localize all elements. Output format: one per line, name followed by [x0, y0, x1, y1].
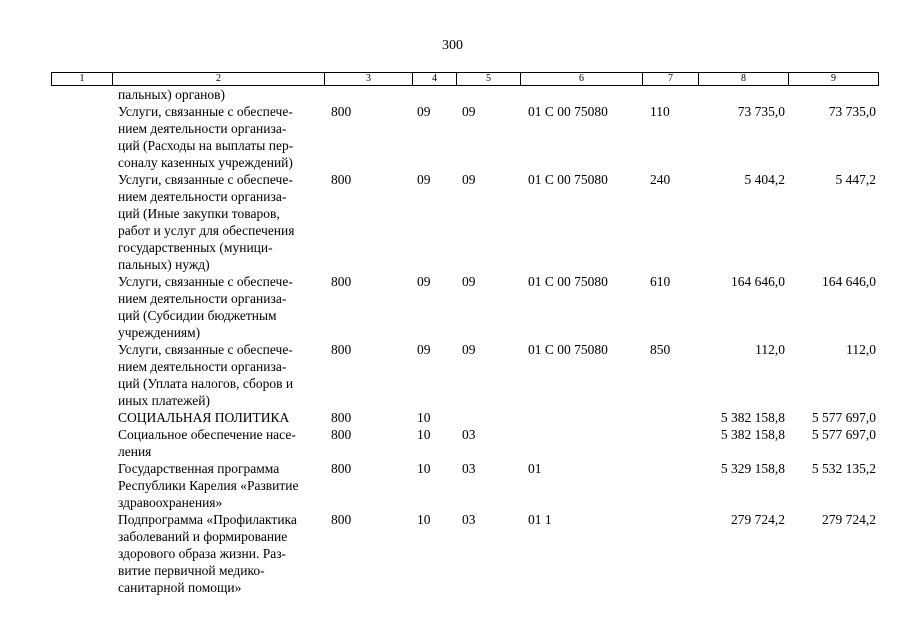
expense-type-code: 240 [650, 172, 671, 187]
header-cell: 9 [789, 73, 879, 86]
section-code: 10 [417, 427, 431, 442]
row-name-line: здорового образа жизни. Раз- [118, 546, 287, 561]
row-name-line: ций (Иные закупки товаров, [118, 206, 280, 221]
ministry-code: 800 [331, 427, 352, 442]
table-row [0, 426, 905, 460]
row-name-line: работ и услуг для обеспечения [118, 223, 295, 238]
header-cell: 1 [52, 73, 113, 86]
amount-year-1: 5 382 158,8 [720, 410, 785, 425]
section-code: 10 [417, 410, 431, 425]
table-row [0, 103, 905, 171]
row-name-line: Услуги, связанные с обеспече- [118, 342, 293, 357]
row-name [118, 341, 323, 409]
header-cell: 4 [413, 73, 457, 86]
subsection-code: 09 [462, 274, 476, 289]
row-name-line: заболеваний и формирование [118, 529, 288, 544]
section-code: 09 [417, 104, 431, 119]
row-name-line: соналу казенных учреждений) [118, 155, 293, 170]
ministry-code: 800 [331, 342, 352, 357]
amount-year-2: 5 447,2 [835, 172, 876, 187]
table-row [0, 86, 905, 103]
table-row [0, 171, 905, 273]
row-name-line: Услуги, связанные с обеспече- [118, 104, 293, 119]
row-name-line: государственных (муници- [118, 240, 273, 255]
row-name-line: витие первичной медико- [118, 563, 265, 578]
ministry-code: 800 [331, 461, 352, 476]
row-name [118, 171, 323, 273]
row-name-line: ления [118, 444, 152, 459]
row-name-line: пальных) нужд) [118, 257, 210, 272]
row-name-line: Услуги, связанные с обеспече- [118, 172, 293, 187]
amount-year-2: 73 735,0 [828, 104, 876, 119]
section-code: 09 [417, 342, 431, 357]
row-name [118, 426, 323, 460]
amount-year-2: 164 646,0 [822, 274, 876, 289]
header-cell: 3 [325, 73, 413, 86]
row-name-line: санитарной помощи» [118, 580, 242, 595]
amount-year-1: 164 646,0 [731, 274, 785, 289]
header-cell: 2 [113, 73, 325, 86]
amount-year-1: 112,0 [755, 342, 785, 357]
ministry-code: 800 [331, 274, 352, 289]
amount-year-1: 5 382 158,8 [720, 427, 785, 442]
amount-year-2: 5 577 697,0 [811, 410, 876, 425]
column-header-table [51, 72, 879, 86]
table-row [0, 341, 905, 409]
row-name-line: иных платежей) [118, 393, 211, 408]
table-row [0, 409, 905, 426]
subsection-code: 03 [462, 427, 476, 442]
amount-year-2: 5 532 135,2 [811, 461, 876, 476]
row-name [118, 409, 323, 426]
row-name-line: ций (Расходы на выплаты пер- [118, 138, 294, 153]
header-cell: 7 [643, 73, 699, 86]
budget-table-body [0, 86, 905, 596]
section-code: 10 [417, 461, 431, 476]
amount-year-2: 112,0 [846, 342, 876, 357]
row-name-line: учреждениям) [118, 325, 201, 340]
row-name [118, 511, 323, 596]
subsection-code: 09 [462, 172, 476, 187]
header-cell: 8 [699, 73, 789, 86]
row-name [118, 103, 323, 171]
header-cell: 6 [521, 73, 643, 86]
row-name-line: нием деятельности организа- [118, 359, 287, 374]
row-name [118, 460, 323, 511]
row-name-line: здравоохранения» [118, 495, 223, 510]
subsection-code: 09 [462, 342, 476, 357]
subsection-code: 03 [462, 512, 476, 527]
subsection-code: 09 [462, 104, 476, 119]
row-name [118, 86, 323, 103]
section-code: 09 [417, 172, 431, 187]
row-name-line: Социальное обеспечение насе- [118, 427, 296, 442]
amount-year-2: 5 577 697,0 [811, 427, 876, 442]
row-name-line: нием деятельности организа- [118, 189, 287, 204]
row-name-line: ций (Уплата налогов, сборов и [118, 376, 294, 391]
amount-year-1: 5 329 158,8 [720, 461, 785, 476]
section-code: 09 [417, 274, 431, 289]
expense-type-code: 110 [650, 104, 670, 119]
ministry-code: 800 [331, 104, 352, 119]
table-row [0, 511, 905, 596]
row-name-line: ций (Субсидии бюджетным [118, 308, 277, 323]
target-article-code: 01 С 00 75080 [528, 342, 608, 357]
ministry-code: 800 [331, 172, 352, 187]
row-name-line: нием деятельности организа- [118, 121, 287, 136]
table-row [0, 273, 905, 341]
table-row [0, 460, 905, 511]
row-name-line: Подпрограмма «Профилактика [118, 512, 297, 527]
amount-year-1: 279 724,2 [731, 512, 785, 527]
target-article-code: 01 1 [528, 512, 552, 527]
row-name-line: Услуги, связанные с обеспече- [118, 274, 293, 289]
expense-type-code: 610 [650, 274, 671, 289]
row-name-line: СОЦИАЛЬНАЯ ПОЛИТИКА [118, 410, 290, 425]
target-article-code: 01 С 00 75080 [528, 104, 608, 119]
page-number: 300 [442, 38, 463, 53]
row-name-line: пальных) органов) [118, 87, 226, 102]
amount-year-2: 279 724,2 [822, 512, 876, 527]
target-article-code: 01 С 00 75080 [528, 274, 608, 289]
amount-year-1: 5 404,2 [744, 172, 785, 187]
ministry-code: 800 [331, 512, 352, 527]
header-cell: 5 [457, 73, 521, 86]
row-name-line: Республики Карелия «Развитие [118, 478, 299, 493]
expense-type-code: 850 [650, 342, 671, 357]
header-row [52, 73, 879, 86]
target-article-code: 01 [528, 461, 542, 476]
target-article-code: 01 С 00 75080 [528, 172, 608, 187]
amount-year-1: 73 735,0 [737, 104, 785, 119]
ministry-code: 800 [331, 410, 352, 425]
row-name-line: нием деятельности организа- [118, 291, 287, 306]
section-code: 10 [417, 512, 431, 527]
subsection-code: 03 [462, 461, 476, 476]
row-name [118, 273, 323, 341]
row-name-line: Государственная программа [118, 461, 280, 476]
